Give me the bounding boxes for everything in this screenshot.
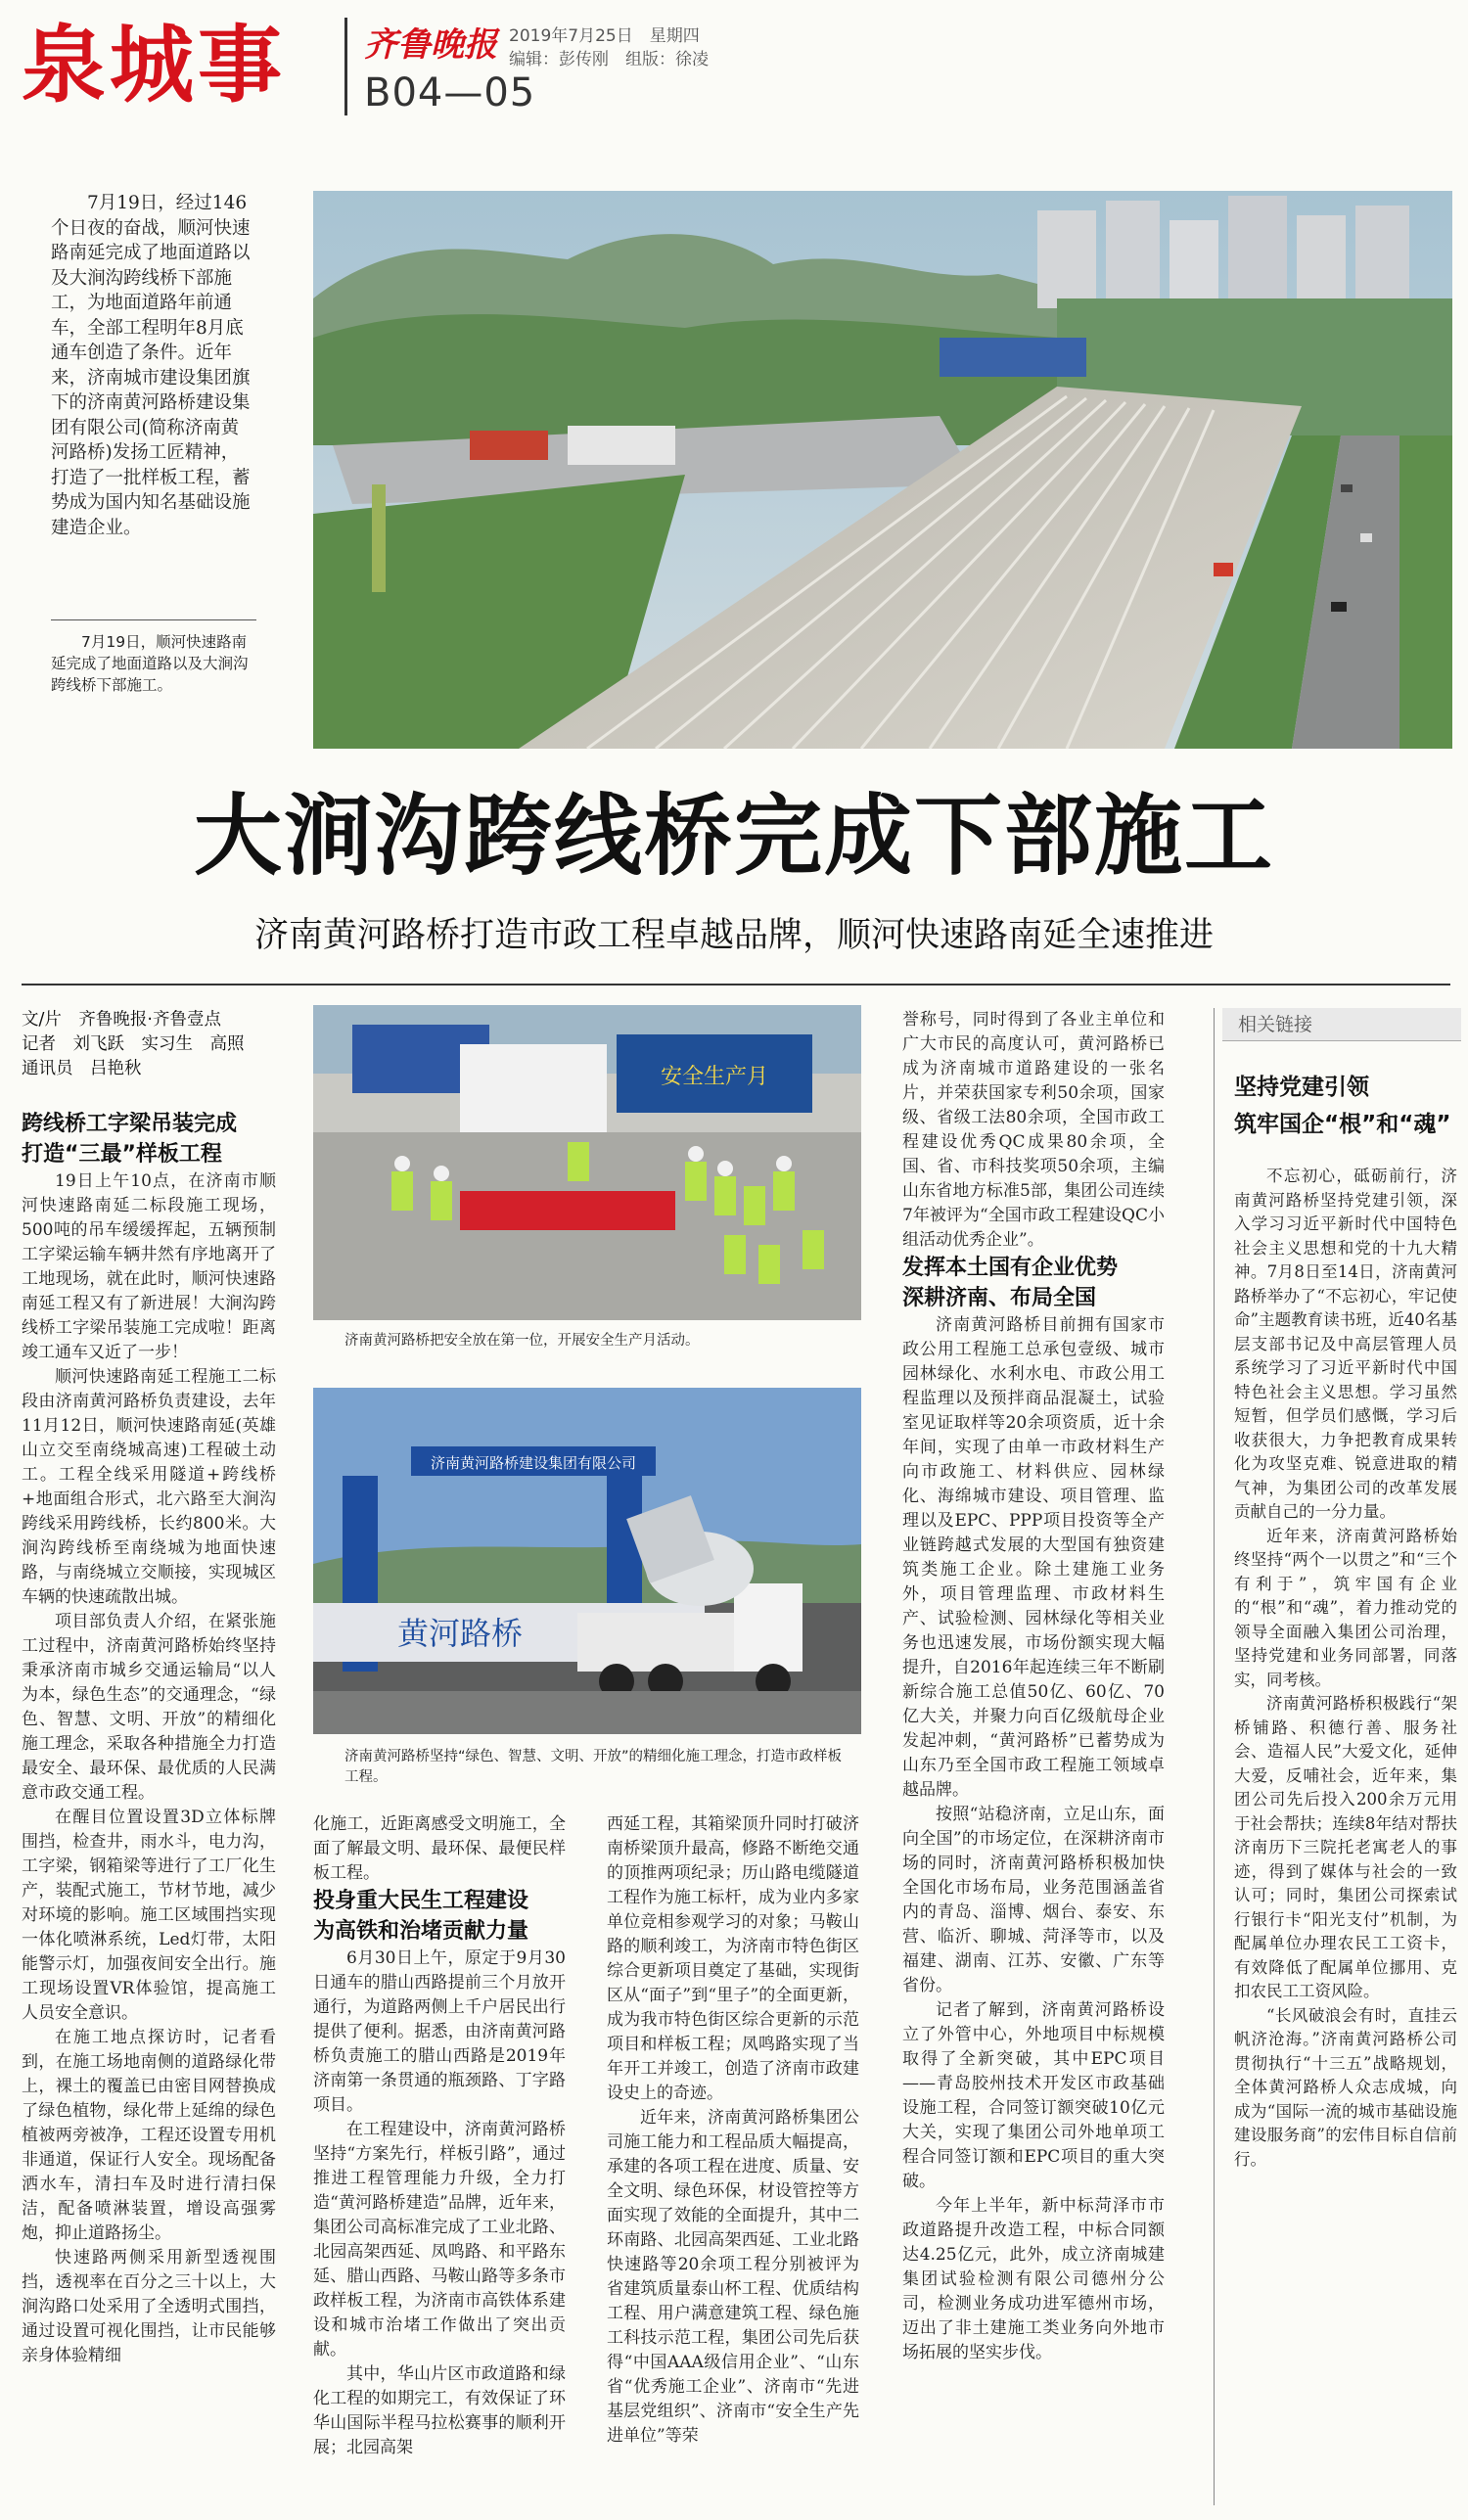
- sub-headline: 济南黄河路桥打造市政工程卓越品牌，顺河快速路南延全速推进: [253, 916, 1214, 955]
- photo-fog-cannon-illustration: [313, 1388, 861, 1734]
- sidebar-body: [1234, 1165, 1457, 2172]
- body-paragraph: 项目部负责人介绍，在紧张施工过程中，济南黄河路桥始终坚持秉承济南市城乡交通运输局“以人为本，绿色生态”的交通理念，“绿色、智慧、文明、开放”的精细化施工理念，采取各种措施全力打造最安全、最环保、最优质的人民满意市政交通工程。: [22, 1612, 276, 1803]
- headline-rule: [22, 984, 1450, 985]
- issue-date: 2019年7月25日 星期四: [509, 26, 700, 46]
- photo-fog-cannon-caption: 济南黄河路桥坚持“绿色、智慧、文明、开放”的精细化施工理念，打造市政样板工程。: [344, 1749, 843, 1785]
- editor-credits: 编辑：彭传刚 组版：徐凌: [509, 50, 709, 69]
- sidebar-paragraph: 不忘初心，砥砺前行，济南黄河路桥坚持党建引领，深入学习习近平新时代中国特色社会主义思想和党的十九大精神。7月8日至14日，济南黄河路桥举办了“不忘初心，牢记使命”主题教育读书班，近40名基层支部书记及中高层管理人员系统学习了习近平新时代中国特色社会主义思想。学习虽然短暂，但学员们感慨，学习后收获很大，力争把教育成果转化为攻坚克难、锐意进取的精气神，为集团公司的改革发展贡献自己的一分力量。: [1234, 1167, 1457, 1521]
- body-paragraph: 按照“站稳济南，立足山东，面向全国”的市场定位，在深耕济南市场的同时，济南黄河路桥积极加快全国化市场布局，业务范围涵盖省内的青岛、淄博、烟台、泰安、东营、临沂、聊城、菏泽等市，以及福建、湖南、江苏、安徽、广东等省份。: [902, 1805, 1165, 1995]
- section-title: 泉城事: [22, 17, 286, 115]
- body-paragraph: 在工程建设中，济南黄河路桥坚持“方案先行，样板引路”，通过推进工程管理能力升级，全力打造“黄河路桥建造”品牌，近年来，集团公司高标准完成了工业北路、北园高架西延、凤鸣路、和平路东延、腊山西路、马鞍山路等多条市政样板工程，为济南市高铁体系建设和城市治堵工作做出了突出贡献。: [313, 2120, 566, 2360]
- main-headline: 大涧沟跨线桥完成下部施工: [194, 785, 1274, 888]
- byline-source: 文/片 齐鲁晚报·齐鲁壹点: [22, 1010, 221, 1030]
- fence-sign-text: 黄河路桥: [396, 1615, 524, 1652]
- caption-divider: [51, 619, 256, 620]
- body-paragraph: 在施工地点探访时，记者看到，在施工场地南侧的道路绿化带上，裸土的覆盖已由密目网替换成了绿色植物，绿化带上延绵的绿色植被两旁被净，工程还设置专用机非通道，保证行人安全。现场配备洒水车，清扫车及时进行清扫保洁，配备喷淋装置，增设高强雾炮，抑止道路扬尘。: [22, 2028, 276, 2243]
- byline-correspondent: 通讯员 吕艳秋: [22, 1059, 142, 1078]
- related-links-sidebar: [1214, 1008, 1460, 2505]
- body-paragraph: 19日上午10点，在济南市顺河快速路南延二标段施工现场，500吨的吊车缓缓挥起，五辆预制工字梁运输车辆井然有序地离开了工地现场，就在此时，顺河快速路南延工程又有了新进展！大涧沟跨线桥工字梁吊装施工完成啦！距离竣工通车又近了一步！: [22, 1171, 276, 1362]
- masthead: [0, 0, 1468, 147]
- sidebar-paragraph: 济南黄河路桥积极践行“架桥铺路、积德行善、服务社会、造福人民”大爱文化，延伸大爱，反哺社会，近年来，集团公司先后投入200余万元用于社会帮扶；连续8年结对帮扶济南历下三院托老寓老人的事迹，得到了媒体与社会的一致认可；同时，集团公司探索试行银行卡“阳光支付”机制，为配属单位办理农民工工资卡，有效降低了配属单位挪用、克扣农民工工资风险。: [1234, 1694, 1457, 2000]
- body-paragraph: 6月30日上午，原定于9月30日通车的腊山西路提前三个月放开通行，为道路两侧上千户居民出行提供了便利。据悉，由济南黄河路桥负责施工的腊山西路是2019年济南第一条贯通的瓶颈路、丁字路项目。: [313, 1948, 566, 2115]
- sidebar-paragraph: 近年来，济南黄河路桥始终坚持“两个一以贯之”和“三个有利于”，筑牢国有企业的“根”和“魂”，着力推动党的领导全面融入集团公司治理，坚持党建和业务同部署，同落实，同考核。: [1234, 1526, 1457, 1689]
- photo-safety-month: [313, 1005, 861, 1320]
- hero-photo-illustration: [313, 191, 1452, 749]
- body-paragraph: 近年来，济南黄河路桥集团公司施工能力和工程品质大幅提高，承建的各项工程在进度、质量、安全文明、绿色环保，材设管控等方面实现了效能的全面提升，其中二环南路、北园高架西延、工业北路快速路等20余项工程分别被评为省建筑质量泰山杯工程、优质结构工程、用户满意建筑工程、绿色施工科技示范工程，集团公司先后获得“中国AAA级信用企业”、“山东省“优秀施工企业”、济南市“先进基层党组织”、济南市“安全生产先进单位”等荣: [607, 2108, 859, 2446]
- body-paragraph: 顺河快速路南延工程施工二标段由济南黄河路桥负责建设，去年11月12日，顺河快速路南延(英雄山立交至南绕城高速)工程破土动工。工程全线采用隧道+跨线桥+地面组合形式，北六路至大涧沟跨线采用跨线桥，长约800米。大涧沟跨线桥至南绕城为地面快速路，与南绕城立交顺接，实现城区车辆的快速疏散出城。: [22, 1367, 276, 1607]
- body-paragraph: 快速路两侧采用新型透视围挡，透视率在百分之三十以上，大涧沟路口处采用了全透明式围挡，通过设置可视化围挡，让市民能够亲身体验精细: [22, 2248, 276, 2365]
- body-paragraph: 记者了解到，济南黄河路桥设立了外管中心，外地项目中标规模取得了全新突破，其中EPC项目——青岛胶州技术开发区市政基础设施工程，合同签订额突破10亿元大关，实现了集团公司外地单项工程合同签订额和EPC项目的重大突破。: [902, 2000, 1165, 2191]
- body-paragraph: 在醒目位置设置3D立体标牌围挡，检查井，雨水斗，电力沟，工字梁，钢箱梁等进行了工厂化生产，装配式施工，节材节地，减少对环境的影响。施工区域围挡实现一体化喷淋系统，Led灯带，太阳能警示灯，加强夜间安全出行。施工现场设置VR体验馆，提高施工人员安全意识。: [22, 1808, 276, 2023]
- body-paragraph: 其中，华山片区市政道路和绿化工程的如期完工，有效保证了环华山国际半程马拉松赛事的顺利开展；北园高架: [313, 2364, 566, 2457]
- body-paragraph: 济南黄河路桥目前拥有国家市政公用工程施工总承包壹级、城市园林绿化、水利水电、市政公用工程监理以及预拌商品混凝土，试验室见证取样等20余项资质，近十余年间，实现了由单一市政材料生产向市政施工、材料供应、园林绿化、海绵城市建设、项目管理、监理以及EPC、PPP项目投资等全产业链跨越式发展的大型国有独资建筑类施工企业。除土建施工业务外，项目管理监理、市政材料生产、试验检测、园林绿化等相关业务也迅速发展，市场份额实现大幅提升，自2016年起连续三年不断刷新综合施工总值50亿、60亿、70亿大关，并聚力向百亿级航母企业发起冲刺，“黄河路桥”已蓄势成为山东乃至全国市政工程施工领域卓越品牌。: [902, 1315, 1165, 1800]
- body-paragraph: 化施工，近距离感受文明施工，全面了解最文明、最环保、最便民样板工程。: [313, 1814, 566, 1883]
- hero-photo-aerial-road: [313, 191, 1452, 749]
- section-subhead-2: 投身重大民生工程建设 为高铁和治堵贡献力量: [313, 1889, 529, 1944]
- article-column-4: [902, 1008, 1165, 2365]
- photo-fog-cannon-truck: [313, 1388, 861, 1734]
- site-banner-text: 安全生产月: [660, 1065, 769, 1089]
- section-subhead-3: 发挥本土国有企业优势 深耕济南、布局全国: [902, 1256, 1119, 1310]
- sidebar-paragraph: “长风破浪会有时，直挂云帆济沧海。”济南黄河路桥公司贯彻执行“十三五”战略规划，全体黄河路桥人众志成城，向成为“国际一流的城市基础设施建设服务商”的宏伟目标自信前行。: [1234, 2005, 1457, 2169]
- sidebar-tag: 相关链接: [1222, 1008, 1461, 1041]
- photo-safety-month-illustration: [313, 1005, 861, 1320]
- newspaper-logo: 齐鲁晚报: [364, 25, 497, 65]
- body-paragraph: 西延工程，其箱梁顶升同时打破济南桥梁顶升最高，修路不断绝交通的顶推两项纪录；历山路电缆隧道工程作为施工标杆，成为业内多家单位竞相参观学习的对象；马鞍山路的顺利竣工，为济南市特色街区综合更新项目奠定了基础，实现街区从“面子”到“里子”的全面更新，成为我市特色街区综合更新的示范项目和样板工程；凤鸣路实现了当年开工并竣工，创造了济南市政建设史上的奇迹。: [607, 1814, 859, 2103]
- byline-reporters: 记者 刘飞跃 实习生 高照: [22, 1034, 245, 1054]
- section-subhead-1: 跨线桥工字梁吊装完成 打造“三最”样板工程: [22, 1112, 238, 1167]
- article-column-3: [607, 1812, 859, 2449]
- hero-photo-caption: 7月19日，顺河快速路南延完成了地面道路以及大涧沟跨线桥下部施工。: [51, 633, 249, 694]
- article-column-2: [313, 1812, 566, 2460]
- body-paragraph: 今年上半年，新中标菏泽市市政道路提升改造工程，中标合同额达4.25亿元，此外，成立济南城建集团试验检测有限公司德州分公司，检测业务成功进军德州市场，迈出了非土建施工类业务向外地市场拓展的坚实步伐。: [902, 2196, 1165, 2362]
- photo-safety-month-caption: 济南黄河路桥把安全放在第一位，开展安全生产月活动。: [344, 1333, 700, 1349]
- body-paragraph: 誉称号，同时得到了各业主单位和广大市民的高度认可，黄河路桥已成为济南城市道路建设的一张名片，并荣获国家专利50余项，国家级、省级工法80余项，全国市政工程建设优秀QC成果80余项，全国、省、市科技奖项50余项，主编山东省地方标准5部，集团公司连续7年被评为“全国市政工程建设QC小组活动优秀企业”。: [902, 1010, 1165, 1250]
- page-number: B04—05: [364, 70, 536, 115]
- lead-paragraph: 7月19日，经过146个日夜的奋战，顺河快速路南延完成了地面道路以及大涧沟跨线桥下部施工，为地面道路年前通车，全部工程明年8月底通车创造了条件。近年来，济南城市建设集团旗下的济南黄河路桥建设集团有限公司(简称济南黄河路桥)发扬工匠精神，打造了一批样板工程，蓄势成为国内知名基础设施建造企业。: [51, 193, 251, 538]
- arch-sign-text: 济南黄河路桥建设集团有限公司: [430, 1454, 637, 1472]
- article-column-1: [22, 1008, 276, 2368]
- masthead-divider: [344, 18, 347, 115]
- sidebar-title: 坚持党建引领 筑牢国企“根”和“魂”: [1234, 1075, 1451, 1137]
